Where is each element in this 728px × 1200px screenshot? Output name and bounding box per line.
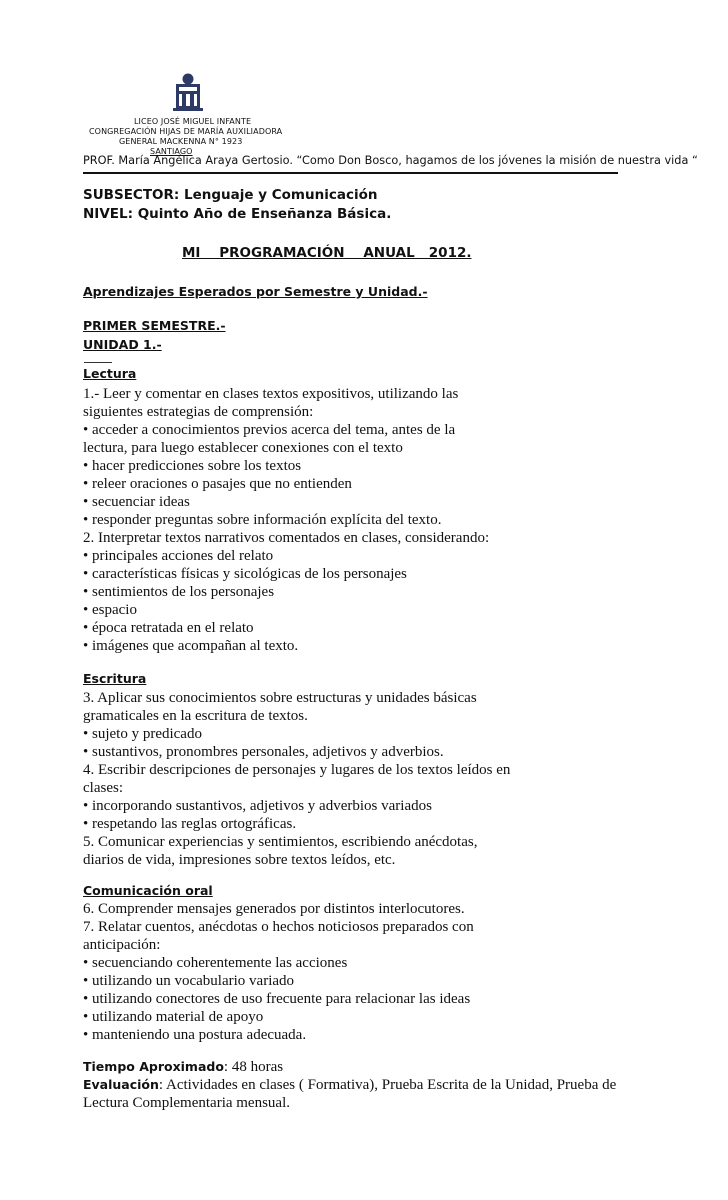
lectura-line: • imágenes que acompañan al texto. xyxy=(83,638,299,654)
school-city: SANTIAGO xyxy=(150,147,193,156)
lectura-line: • características físicas y sicológicas de los personajes xyxy=(83,566,407,582)
evaluacion-value: : Actividades en clases ( Formativa), Prueba Escrita de la Unidad, Prueba de xyxy=(158,1077,617,1093)
escritura-line: • incorporando sustantivos, adjetivos y adverbios variados xyxy=(83,798,432,814)
oral-line: • secuenciando coherentemente las acciones xyxy=(83,955,348,971)
evaluacion-continued: Lectura Complementaria mensual. xyxy=(83,1095,291,1111)
escritura-line: 3. Aplicar sus conocimientos sobre estructuras y unidades básicas xyxy=(83,690,477,706)
lectura-line: • espacio xyxy=(83,602,137,618)
school-name: LICEO JOSÉ MIGUEL INFANTE xyxy=(134,117,252,126)
school-address: GENERAL MACKENNA N° 1923 xyxy=(119,137,243,146)
evaluacion-label: Evaluación xyxy=(83,1077,159,1092)
oral-heading: Comunicación oral xyxy=(83,883,213,898)
lectura-line: • principales acciones del relato xyxy=(83,548,274,564)
oral-line: • utilizando un vocabulario variado xyxy=(83,973,295,989)
lectura-line: • acceder a conocimientos previos acerca del tema, antes de la xyxy=(83,422,456,438)
lectura-line: siguientes estrategias de comprensión: xyxy=(83,404,314,420)
lectura-line: lectura, para luego establecer conexiones con el texto xyxy=(83,440,403,456)
escritura-line: • sujeto y predicado xyxy=(83,726,202,742)
oral-line: 6. Comprender mensajes generados por distintos interlocutores. xyxy=(83,901,465,917)
oral-line: • manteniendo una postura adecuada. xyxy=(83,1027,307,1043)
congregation-name: CONGREGACIÓN HIJAS DE MARÍA AUXILIADORA xyxy=(89,127,283,136)
escritura-line: clases: xyxy=(83,780,123,796)
aprendizajes-heading: Aprendizajes Esperados por Semestre y Unidad.- xyxy=(83,284,428,299)
school-logo xyxy=(168,72,208,114)
page-title: MI PROGRAMACIÓN ANUAL 2012. xyxy=(182,245,472,261)
professor-line: PROF. María Angélica Araya Gertosio. “Como Don Bosco, hagamos de los jóvenes la misión de nuestra vida “ xyxy=(83,154,618,174)
tiempo-value: : 48 horas xyxy=(223,1059,284,1075)
lectura-line: • época retratada en el relato xyxy=(83,620,254,636)
nivel-line: NIVEL: Quinto Año de Enseñanza Básica. xyxy=(83,206,392,222)
lectura-line: 2. Interpretar textos narrativos comentados en clases, considerando: xyxy=(83,530,490,546)
oral-line: • utilizando conectores de uso frecuente para relacionar las ideas xyxy=(83,991,471,1007)
escritura-line: diarios de vida, impresiones sobre textos leídos, etc. xyxy=(83,852,396,868)
lectura-line: 1.- Leer y comentar en clases textos expositivos, utilizando las xyxy=(83,386,459,402)
lectura-line: • hacer predicciones sobre los textos xyxy=(83,458,302,474)
subsector-line: SUBSECTOR: Lenguaje y Comunicación xyxy=(83,187,378,203)
oral-line: 7. Relatar cuentos, anécdotas o hechos noticiosos preparados con xyxy=(83,919,474,935)
evaluacion-line xyxy=(83,1076,616,1094)
lectura-line: • secuenciar ideas xyxy=(83,494,190,510)
tiempo-label: Tiempo Aproximado xyxy=(83,1059,224,1074)
lectura-line: • releer oraciones o pasajes que no entienden xyxy=(83,476,352,492)
oral-line: • utilizando material de apoyo xyxy=(83,1009,264,1025)
semestre-heading: PRIMER SEMESTRE.- xyxy=(83,318,226,333)
lectura-line: • responder preguntas sobre información explícita del texto. xyxy=(83,512,442,528)
escritura-line: • sustantivos, pronombres personales, adjetivos y adverbios. xyxy=(83,744,444,760)
tiempo-line xyxy=(83,1058,283,1076)
oral-line: anticipación: xyxy=(83,937,161,953)
lectura-heading: Lectura xyxy=(83,366,137,381)
escritura-line: • respetando las reglas ortográficas. xyxy=(83,816,297,832)
escritura-heading: Escritura xyxy=(83,671,147,686)
escritura-line: 5. Comunicar experiencias y sentimientos, escribiendo anécdotas, xyxy=(83,834,478,850)
lectura-line: • sentimientos de los personajes xyxy=(83,584,275,600)
divider xyxy=(84,362,112,363)
escritura-line: 4. Escribir descripciones de personajes y lugares de los textos leídos en xyxy=(83,762,511,778)
escritura-line: gramaticales en la escritura de textos. xyxy=(83,708,308,724)
unidad-heading: UNIDAD 1.- xyxy=(83,337,162,352)
